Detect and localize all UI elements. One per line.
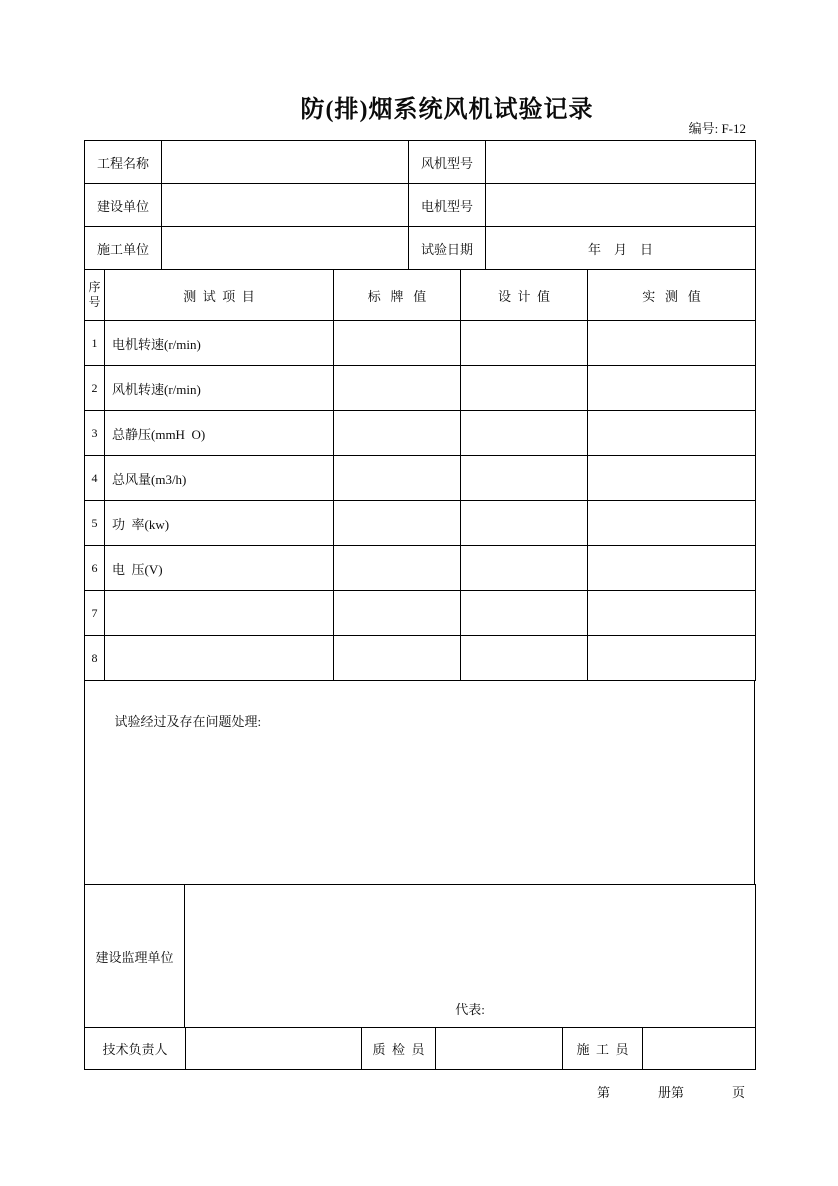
info-row-project	[85, 141, 756, 184]
tech-lead-label: 技术负责人	[85, 1028, 186, 1070]
owner-unit-value	[162, 184, 409, 227]
row-index: 6	[85, 546, 105, 591]
table-row	[85, 636, 756, 681]
row-nameplate-value	[334, 636, 461, 681]
row-index: 4	[85, 456, 105, 501]
test-date-label: 试验日期	[409, 227, 486, 270]
table-row	[85, 546, 756, 591]
row-measured-value	[588, 546, 756, 591]
project-name-label: 工程名称	[85, 141, 162, 184]
row-nameplate-value	[334, 591, 461, 636]
tech-lead-value	[186, 1028, 362, 1070]
page-footer	[597, 1082, 745, 1101]
signature-row	[85, 1028, 756, 1070]
qc-inspector-label: 质 检 员	[362, 1028, 436, 1070]
project-name-value	[162, 141, 409, 184]
table-row	[85, 501, 756, 546]
construction-unit-value	[162, 227, 409, 270]
supervision-unit-label: 建设监理单位	[85, 885, 185, 1028]
row-item: 总静压(mmH O)	[105, 411, 334, 456]
table-row	[85, 321, 756, 366]
builder-value	[643, 1028, 756, 1070]
row-item	[105, 591, 334, 636]
row-item: 总风量(m3/h)	[105, 456, 334, 501]
row-item: 风机转速(r/min)	[105, 366, 334, 411]
row-design-value	[461, 456, 588, 501]
col-header-index: 序号	[85, 270, 105, 321]
row-measured-value	[588, 411, 756, 456]
row-nameplate-value	[334, 321, 461, 366]
row-index: 3	[85, 411, 105, 456]
info-row-owner	[85, 184, 756, 227]
doc-number: 编号: F-12	[688, 121, 746, 136]
row-nameplate-value	[334, 411, 461, 456]
fan-model-label: 风机型号	[409, 141, 486, 184]
row-measured-value	[588, 591, 756, 636]
row-index: 8	[85, 636, 105, 681]
row-design-value	[461, 501, 588, 546]
representative-label: 代表:	[455, 1002, 485, 1017]
row-nameplate-value	[334, 546, 461, 591]
col-header-design: 设 计 值	[461, 270, 588, 321]
row-measured-value	[588, 366, 756, 411]
row-measured-value	[588, 636, 756, 681]
notes-label: 试验经过及存在问题处理:	[114, 714, 262, 729]
row-item: 电机转速(r/min)	[105, 321, 334, 366]
builder-label: 施 工 员	[563, 1028, 643, 1070]
fan-model-value	[486, 141, 756, 184]
info-table	[84, 140, 756, 270]
row-nameplate-value	[334, 501, 461, 546]
row-design-value	[461, 636, 588, 681]
supervision-content-cell	[185, 885, 756, 1028]
row-design-value	[461, 366, 588, 411]
row-measured-value	[588, 456, 756, 501]
notes-section	[84, 680, 755, 885]
row-nameplate-value	[334, 456, 461, 501]
table-row	[85, 456, 756, 501]
signature-table	[84, 1027, 756, 1070]
table-row	[85, 411, 756, 456]
test-date-value: 年 月 日	[486, 227, 756, 270]
supervision-row	[85, 885, 756, 1028]
form-body	[84, 141, 755, 1070]
footer-volume-suffix: 册第	[657, 1085, 684, 1100]
row-design-value	[461, 546, 588, 591]
supervision-table	[84, 884, 756, 1028]
motor-model-label: 电机型号	[409, 184, 486, 227]
col-header-item: 测 试 项 目	[105, 270, 334, 321]
row-index: 7	[85, 591, 105, 636]
row-design-value	[461, 591, 588, 636]
qc-inspector-value	[436, 1028, 563, 1070]
row-nameplate-value	[334, 366, 461, 411]
motor-model-value	[486, 184, 756, 227]
footer-page-suffix: 页	[731, 1085, 745, 1100]
row-design-value	[461, 411, 588, 456]
row-measured-value	[588, 321, 756, 366]
row-design-value	[461, 321, 588, 366]
row-index: 1	[85, 321, 105, 366]
footer-volume-prefix: 第	[596, 1085, 610, 1100]
row-item: 功 率(kw)	[105, 501, 334, 546]
test-table	[84, 269, 756, 681]
table-row	[85, 366, 756, 411]
owner-unit-label: 建设单位	[85, 184, 162, 227]
col-header-measured: 实 测 值	[588, 270, 756, 321]
row-item: 电 压(V)	[105, 546, 334, 591]
col-header-nameplate: 标 牌 值	[334, 270, 461, 321]
row-item	[105, 636, 334, 681]
row-index: 2	[85, 366, 105, 411]
row-measured-value	[588, 501, 756, 546]
table-row	[85, 591, 756, 636]
page-title: 防(排)烟系统风机试验记录	[300, 97, 594, 123]
test-table-header-row	[85, 270, 756, 321]
info-row-contractor	[85, 227, 756, 270]
row-index: 5	[85, 501, 105, 546]
construction-unit-label: 施工单位	[85, 227, 162, 270]
